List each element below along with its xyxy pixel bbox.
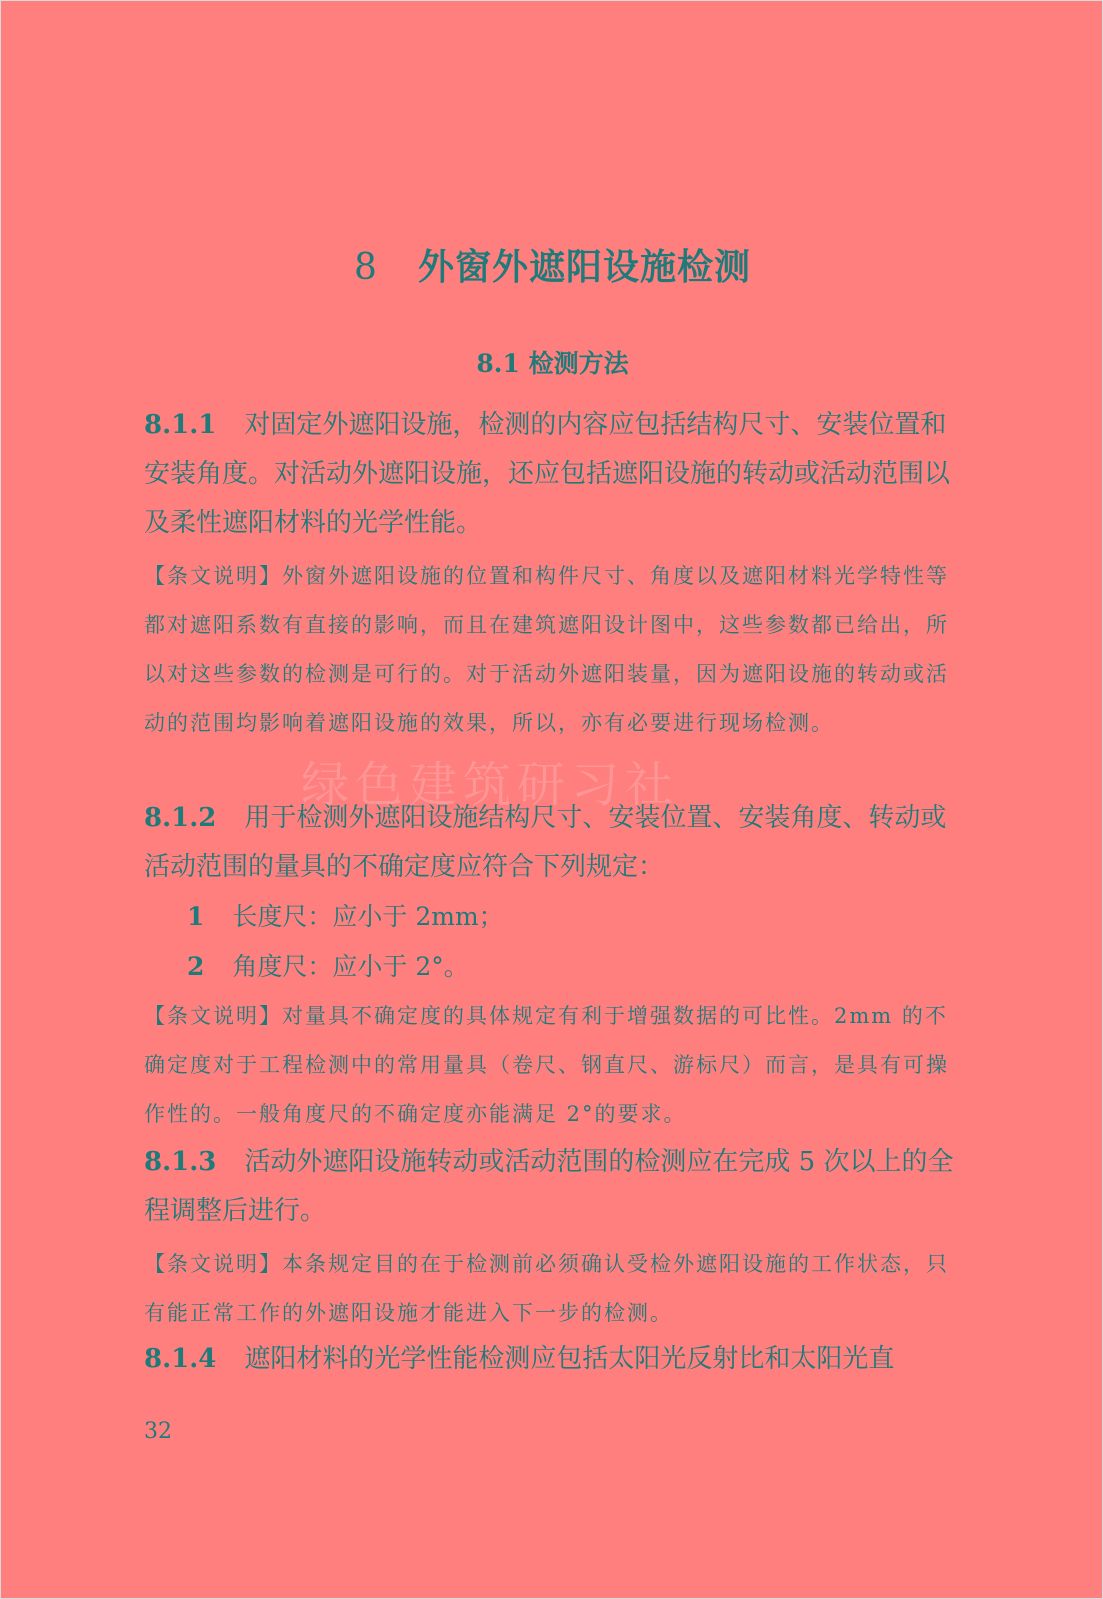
clause-8-1-1 [144,401,964,748]
list-item [144,942,964,992]
section-title: 8.1 检测方法 [476,349,629,378]
item-text: 角度尺：应小于 2°。 [232,952,469,981]
item-number: 2 [187,952,205,981]
clause-note: 【条文说明】本条规定目的在于检测前必须确认受检外遮阳设施的工作状态，只有能正常工作的外遮阳设施才能进入下一步的检测。 [144,1252,949,1325]
page-number: 32 [144,1419,172,1444]
watermark: 绿色建筑研习社 [301,757,680,813]
clause-text: 对固定外遮阳设施，检测的内容应包括结构尺寸、安装位置和安装角度。对活动外遮阳设施，还应包括遮阳设施的转动或活动范围以及柔性遮阳材料的光学性能。 [144,410,951,538]
chapter-title [1,239,1103,290]
clause-number: 8.1.4 [144,1344,217,1374]
clause-number: 8.1.1 [144,410,217,440]
clause-8-1-4 [144,1335,964,1384]
clause-number: 8.1.3 [144,1147,217,1177]
clause-note: 【条文说明】对量具不确定度的具体规定有利于增强数据的可比性。2mm 的不确定度对于工程检测中的常用量具（卷尺、钢直尺、游标尺）而言，是具有可操作性的。一般角度尺的不确定度亦能满足 2°的要求。 [144,1004,949,1126]
list-item [144,892,964,942]
clause-note: 【条文说明】外窗外遮阳设施的位置和构件尺寸、角度以及遮阳材料光学特性等都对遮阳系数有直接的影响，而且在建筑遮阳设计图中，这些参数都已给出，所以对这些参数的检测是可行的。对于活动外遮阳装量，因为遮阳设施的转动或活动的范围均影响着遮阳设施的效果，所以，亦有必要进行现场检测。 [144,564,949,735]
item-text: 长度尺：应小于 2mm； [232,902,504,931]
chapter-title-text: 外窗外遮阳设施检测 [417,246,751,288]
clause-text: 活动外遮阳设施转动或活动范围的检测应在完成 5 次以上的全程调整后进行。 [144,1147,954,1226]
clause-number: 8.1.2 [144,803,217,833]
clause-text: 遮阳材料的光学性能检测应包括太阳光反射比和太阳光直 [244,1344,895,1374]
clause-8-1-3 [144,1138,964,1338]
clause-text: 用于检测外遮阳设施结构尺寸、安装位置、安装角度、转动或活动范围的量具的不确定度应符合下列规定： [144,803,947,882]
clause-8-1-2 [144,794,964,1139]
chapter-number: 8 [354,247,378,288]
item-number: 1 [187,902,205,931]
